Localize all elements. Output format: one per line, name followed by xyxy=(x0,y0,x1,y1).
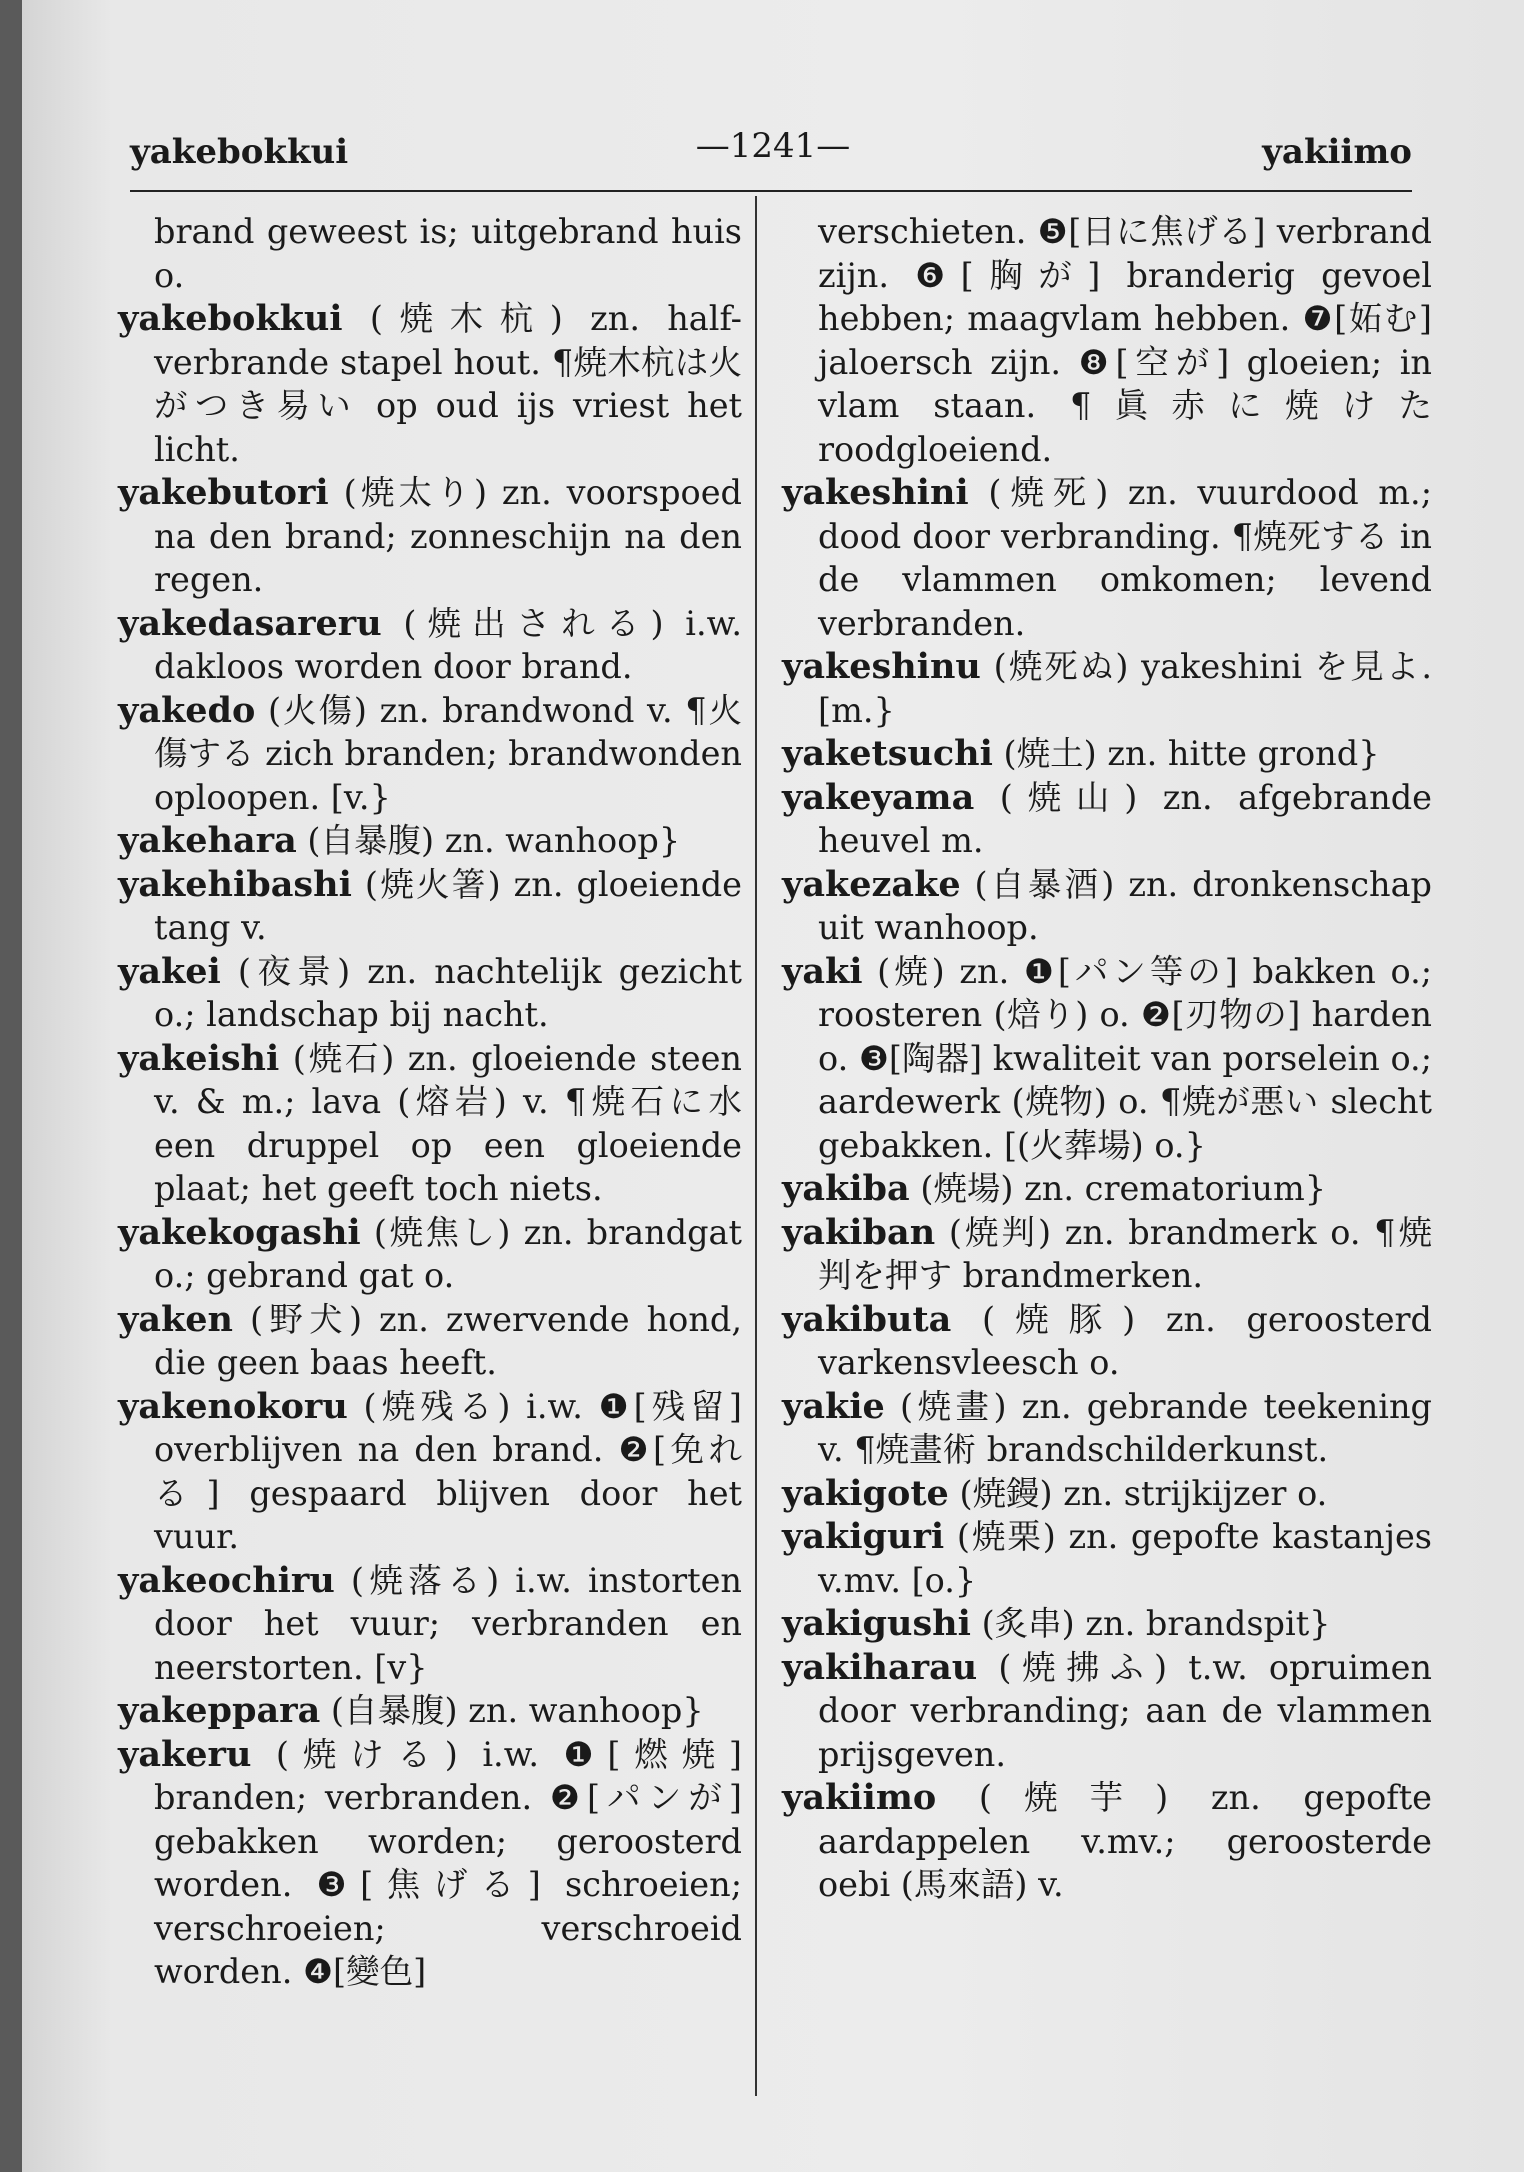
dictionary-entry xyxy=(782,1385,1432,1472)
entry-headword: yakedo xyxy=(118,689,256,731)
entry-body: (炙串) zn. brandspit} xyxy=(970,1604,1331,1643)
entry-text: verschieten. ❺[日に焦げる] verbrand zijn. ❻[胸が] branderig gevoel hebben; maagvlam hebben. ❼[妬む] jaloersch zijn. ❽[空が] gloeien; in vlam staan. ¶眞赤に焼けた roodgloeiend. xyxy=(818,212,1432,469)
entry-headword: yakiba xyxy=(782,1168,910,1209)
dictionary-entry xyxy=(118,1385,742,1559)
entry-headword: yakehibashi xyxy=(118,863,352,905)
entry-body: (野犬) zn. zwervende hond, die geen baas heeft. xyxy=(154,1299,742,1382)
dictionary-entry xyxy=(782,1298,1432,1385)
entry-headword: yakeshinu xyxy=(782,646,981,687)
entry-body: (焼火箸) zn. gloeiende tang v. xyxy=(154,864,742,947)
dictionary-entry xyxy=(118,602,742,689)
dictionary-entry xyxy=(118,1298,742,1385)
dictionary-entry xyxy=(782,1646,1432,1777)
entry-headword: yakenokoru xyxy=(118,1385,348,1427)
dictionary-entry xyxy=(782,863,1432,950)
entry-headword: yakiimo xyxy=(782,1777,937,1818)
entry-headword: yakibuta xyxy=(782,1298,952,1340)
entry-headword: yakiguri xyxy=(782,1516,945,1557)
entry-headword: yakeyama xyxy=(782,776,975,818)
entry-body: (火傷) zn. brandwond v. ¶火傷する zich branden; brandwonden oploopen. [v.} xyxy=(154,690,743,817)
dictionary-entry xyxy=(782,1602,1432,1646)
dictionary-entry xyxy=(118,950,742,1037)
entry-body: (焼残る) i.w. ❶[残留] overblijven na den brand. ❷[免れる] gespaard blijven door het vuur. xyxy=(154,1386,742,1556)
entry-headword: yakebokkui xyxy=(118,298,343,339)
entry-body: (焼土) zn. hitte grond} xyxy=(992,734,1380,773)
entry-headword: yakigote xyxy=(782,1472,949,1514)
entry-body: (焼) zn. ❶[パン等の] bakken o.; roosteren (焙り) o. ❷[刃物の] harden o. ❸[陶器] kwaliteit van porselein o.; aardewerk (焼物) o. ¶焼が悪い slecht gebakken. [(火葬場) o.} xyxy=(818,951,1432,1165)
column-divider xyxy=(755,196,757,2096)
dictionary-entry xyxy=(782,471,1432,645)
entry-headword: yakeshini xyxy=(782,472,969,513)
header-rule xyxy=(130,190,1412,192)
entry-body: (焼死) zn. vuurdood m.; dood door verbranding. ¶焼死する in de vlammen omkomen; levend verbranden. xyxy=(818,473,1432,643)
entry-headword: yakigushi xyxy=(782,1603,971,1644)
entry-body: (焼山) zn. afgebrande heuvel m. xyxy=(818,777,1432,860)
dictionary-entry xyxy=(118,1559,742,1690)
entry-body: (焼判) zn. brandmerk o. ¶焼判を押す brandmerken. xyxy=(818,1212,1432,1295)
entry-headword: yakeishi xyxy=(118,1037,280,1079)
dictionary-entry xyxy=(782,1515,1432,1602)
dictionary-entry xyxy=(782,732,1432,776)
entry-text: brand geweest is; uitgebrand huis o. xyxy=(154,212,742,295)
entry-body: (焼木杭) zn. half-verbrande stapel hout. ¶焼木杭は火がつき易い op oud ijs vriest het licht. xyxy=(154,299,742,469)
dictionary-entry xyxy=(118,1211,742,1298)
dictionary-entry xyxy=(118,1689,742,1733)
entry-headword: yakeochiru xyxy=(118,1559,335,1601)
dictionary-entry xyxy=(118,863,742,950)
entry-body: (焼ける) i.w. ❶[燃焼] branden; verbranden. ❷[パンが] gebakken worden; geroosterd worden. ❸[焦げる] schroeien; verschroeien; verschroeid worden. ❹[變色] xyxy=(154,1734,742,1991)
entry-headword: yakedasareru xyxy=(118,602,382,644)
dictionary-entry xyxy=(782,645,1432,732)
entry-headword: yaken xyxy=(118,1298,233,1340)
entry-headword: yakehara xyxy=(118,820,297,861)
entry-headword: yakie xyxy=(782,1385,885,1427)
dictionary-entry xyxy=(118,210,742,297)
entry-headword: yaki xyxy=(782,950,863,992)
entry-headword: yakiharau xyxy=(782,1646,978,1688)
entry-body: (夜景) zn. nachtelijk gezicht o.; landschap bij nacht. xyxy=(154,951,742,1034)
entry-headword: yakezake xyxy=(782,863,961,905)
running-head-left: yakebokkui xyxy=(130,132,349,172)
dictionary-entry xyxy=(782,1776,1432,1907)
entry-headword: yakeru xyxy=(118,1733,252,1775)
page-number: —1241— xyxy=(695,126,851,166)
entry-body: (焼焦し) zn. brandgat o.; gebrand gat o. xyxy=(154,1212,742,1295)
entry-headword: yakekogashi xyxy=(118,1211,361,1253)
page-header xyxy=(22,120,1524,180)
entry-headword: yakebutori xyxy=(118,472,329,513)
left-column xyxy=(118,210,742,1994)
dictionary-entry xyxy=(782,1211,1432,1298)
entry-body: (焼太り) zn. voorspoed na den brand; zonneschijn na den regen. xyxy=(154,473,742,599)
entry-body: (焼出される) i.w. dakloos worden door brand. xyxy=(154,603,742,686)
entry-body: (自暴腹) zn. wanhoop} xyxy=(296,821,681,860)
entry-body: (焼落る) i.w. instorten door het vuur; verbranden en neerstorten. [v} xyxy=(154,1560,742,1687)
dictionary-entry xyxy=(782,1472,1432,1516)
right-column xyxy=(782,210,1432,1907)
dictionary-entry xyxy=(118,689,742,820)
entry-body: (焼豚) zn. geroosterd varkensvleesch o. xyxy=(818,1299,1432,1382)
dictionary-page xyxy=(22,0,1524,2172)
dictionary-entry xyxy=(782,950,1432,1168)
dictionary-entry xyxy=(782,1167,1432,1211)
entry-headword: yakeppara xyxy=(118,1690,321,1731)
entry-headword: yakiban xyxy=(782,1211,936,1253)
entry-body: (焼場) zn. crematorium} xyxy=(909,1169,1327,1208)
entry-headword: yaketsuchi xyxy=(782,733,993,774)
dictionary-entry xyxy=(782,210,1432,471)
entry-body: (焼芋) zn. gepofte aardappelen v.mv.; geroosterde oebi (馬來語) v. xyxy=(818,1778,1432,1904)
entry-body: (焼鏝) zn. strijkijzer o. xyxy=(948,1473,1328,1513)
entry-body: (自暴酒) zn. dronkenschap uit wanhoop. xyxy=(818,864,1432,947)
entry-body: (焼畫) zn. gebrande teekening v. ¶焼畫術 brandschilderkunst. xyxy=(818,1386,1432,1469)
entry-body: (焼拂ふ) t.w. opruimen door verbranding; aan de vlammen prijsgeven. xyxy=(818,1647,1432,1774)
entry-headword: yakei xyxy=(118,950,221,992)
dictionary-entry xyxy=(118,819,742,863)
entry-body: (焼栗) zn. gepofte kastanjes v.mv. [o.} xyxy=(818,1517,1432,1600)
dictionary-entry xyxy=(118,471,742,602)
entry-body: (焼死ぬ) yakeshini を見よ. [m.} xyxy=(818,647,1432,730)
running-head-right: yakiimo xyxy=(1262,132,1412,172)
dictionary-entry xyxy=(118,1037,742,1211)
dictionary-entry xyxy=(782,776,1432,863)
entry-body: (自暴腹) zn. wanhoop} xyxy=(320,1691,704,1730)
entry-body: (焼石) zn. gloeiende steen v. & m.; lava (熔岩) v. ¶焼石に水 een druppel op een gloeiende plaat; het geeft toch niets. xyxy=(154,1038,742,1208)
dictionary-entry xyxy=(118,297,742,471)
dictionary-entry xyxy=(118,1733,742,1994)
